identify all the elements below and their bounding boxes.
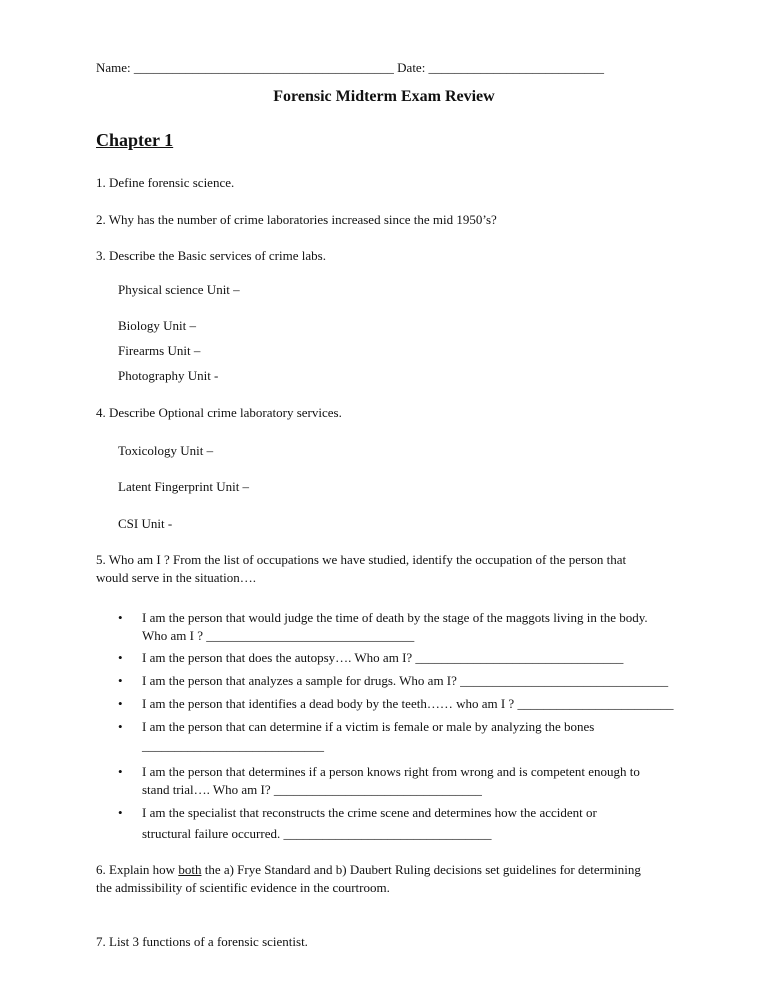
question-6-cont: the admissibility of scientific evidence in the courtroom. (96, 880, 390, 895)
question-6-emphasis: both (178, 862, 202, 877)
bullet-icon: • (118, 719, 123, 734)
question-2: 2. Why has the number of crime laboratories increased since the mid 1950’s? (96, 212, 497, 227)
question-7: 7. List 3 functions of a forensic scientist. (96, 934, 308, 949)
question-6-text: 6. Explain how (96, 862, 179, 877)
bullet-icon: • (118, 764, 123, 779)
question-4: 4. Describe Optional crime laboratory services. (96, 405, 342, 420)
name-label: Name: ________________________________________ (96, 60, 394, 75)
list-item: ____________________________ (142, 738, 324, 753)
list-item: CSI Unit - (118, 516, 173, 531)
date-field[interactable]: Date: ___________________________ (397, 60, 605, 75)
name-field[interactable] (96, 60, 604, 76)
list-item: stand trial…. Who am I? ________________________________ (142, 782, 482, 797)
list-item: I am the person that can determine if a victim is female or male by analyzing the bones (142, 719, 595, 734)
list-item: I am the person that does the autopsy…. Who am I? ________________________________ (142, 650, 624, 665)
bullet-icon: • (118, 696, 123, 711)
bullet-icon: • (118, 673, 123, 688)
chapter-heading: Chapter 1 (96, 130, 174, 150)
question-5-cont: would serve in the situation…. (96, 570, 256, 585)
question-6 (96, 862, 641, 878)
list-item: Biology Unit – (118, 318, 197, 333)
list-item: Latent Fingerprint Unit – (118, 479, 250, 494)
list-item: I am the person that analyzes a sample for drugs. Who am I? ________________________________ (142, 673, 669, 688)
question-6-text: the a) Frye Standard and b) Daubert Ruling decisions set guidelines for determining (201, 862, 641, 877)
list-item: I am the person that identifies a dead body by the teeth…… who am I ? ________________________ (142, 696, 674, 711)
question-1: 1. Define forensic science. (96, 175, 235, 190)
list-item: I am the person that determines if a person knows right from wrong and is competent enough to (142, 764, 640, 779)
list-item: Firearms Unit – (118, 343, 201, 358)
question-5: 5. Who am I ? From the list of occupations we have studied, identify the occupation of the person that (96, 552, 627, 567)
list-item: Physical science Unit – (118, 282, 240, 297)
question-3: 3. Describe the Basic services of crime labs. (96, 248, 326, 263)
list-item: I am the person that would judge the time of death by the stage of the maggots living in the body. (142, 610, 648, 625)
list-item: Who am I ? ________________________________ (142, 628, 415, 643)
list-item: I am the specialist that reconstructs the crime scene and determines how the accident or (142, 805, 597, 820)
bullet-icon: • (118, 650, 123, 665)
list-item: Toxicology Unit – (118, 443, 214, 458)
bullet-icon: • (118, 610, 123, 625)
page-title: Forensic Midterm Exam Review (273, 88, 495, 105)
bullet-icon: • (118, 805, 123, 820)
list-item: Photography Unit - (118, 368, 219, 383)
list-item: structural failure occurred. ________________________________ (142, 826, 492, 841)
